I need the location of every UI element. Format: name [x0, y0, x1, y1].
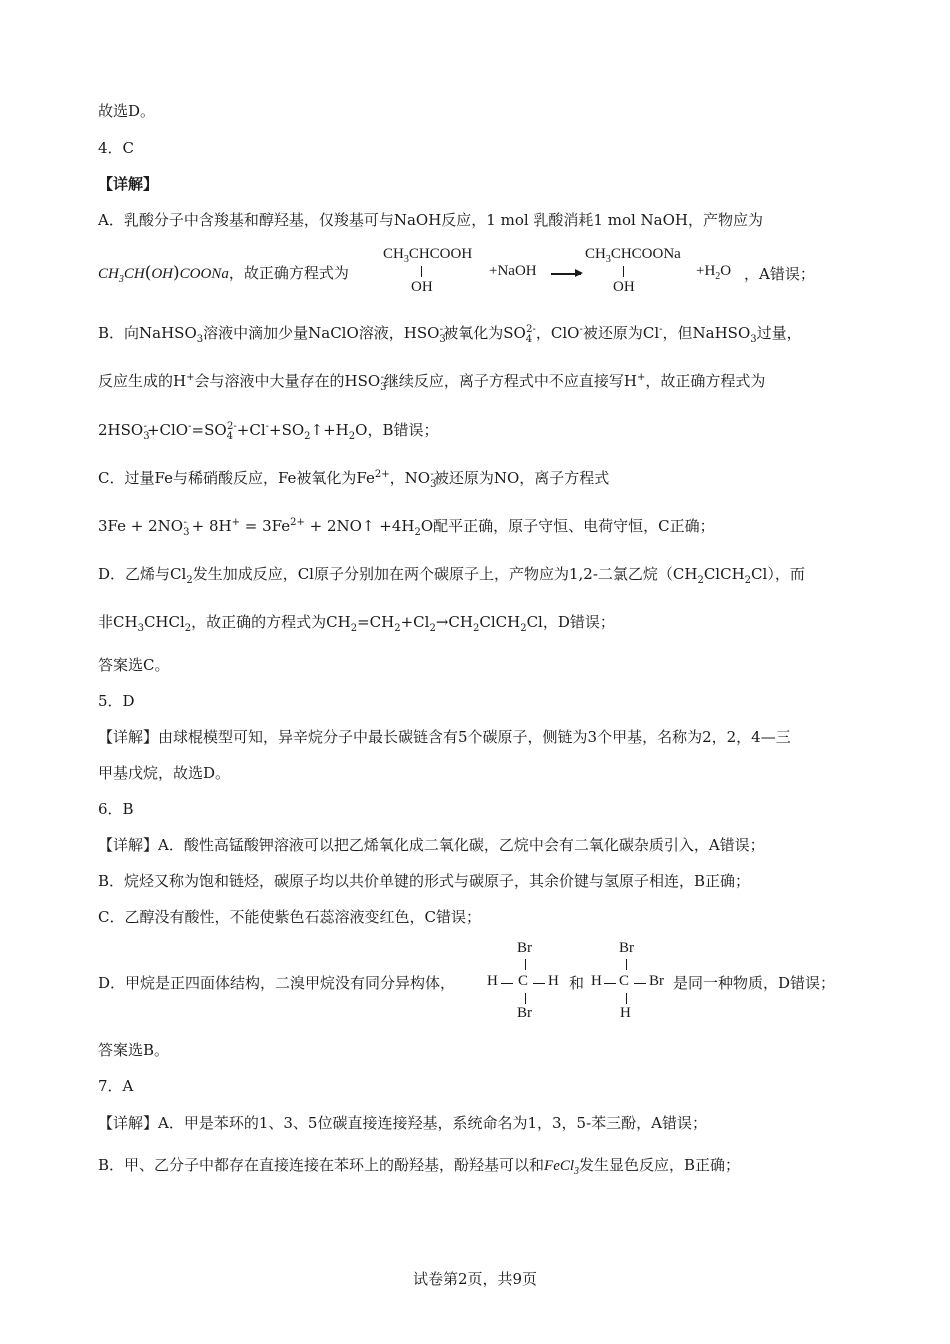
page-footer: 试卷第2页，共9页: [412, 1270, 538, 1288]
dibromomethane-structure-2: Br H C Br H: [591, 940, 664, 1021]
question-number: 7．A: [98, 1077, 134, 1095]
option-c-line1: C．过量Fe与稀硝酸反应，Fe被氧化为$Fe^{2+}$，$NO_3^-$被还原为NO，离子方程式: [98, 469, 610, 490]
q6-option-d: D．甲烷是正四面体结构，二溴甲烷没有同分异构体，: [98, 974, 456, 992]
detail-heading: 【详解】: [98, 175, 159, 193]
q5-detail-line1: 【详解】由球棍模型可知，异辛烷分子中最长碳链含有5个碳原子，侧链为3个甲基，名称为2，2，4—三: [98, 728, 791, 746]
lactic-acid-equation: $CH_3CHCOOH$ OH +NaOH $CH_3CHCOONa$ OH $+H_2O$ ，A错误；: [383, 246, 815, 295]
q6-option-c: C．乙醇没有酸性，不能使紫色石蕊溶液变红色，C错误；: [98, 908, 481, 926]
question-number: 6．B: [98, 800, 134, 818]
q6-option-a: 【详解】A．酸性高锰酸钾溶液可以把乙烯氧化成二氧化碳，乙烷中会有二氧化碳杂质引入，A错误；: [98, 836, 765, 854]
dibromomethane-structure-1: Br H C H Br: [487, 940, 559, 1021]
q6-option-d-suffix: 是同一种物质，D错误；: [673, 974, 836, 992]
question-number: 5．D: [98, 692, 135, 710]
and-text: 和: [569, 974, 585, 992]
q5-detail-line2: 甲基戊烷，故选D。: [98, 764, 231, 782]
answer-line: 答案选C。: [98, 656, 170, 674]
option-b-line2: 反应生成的H+会与溶液中大量存在的$HSO_3^-$继续反应，离子方程式中不应直接写H+，故正确方程式为: [98, 372, 766, 393]
option-d-line2: 非$CH_3CHCl_2$，故正确的方程式为$CH_2=CH_2+Cl_2\to CH_2ClCH_2Cl$，D错误；: [98, 613, 615, 634]
option-b-line1: B．向NaHSO$_3$溶液中滴加少量NaClO溶液，$HSO_3^-$被氧化为$SO_4^{2-}$，ClO-被还原为Cl-，但NaHSO$_3$过量，: [98, 324, 802, 345]
option-c-equation: $3Fe + 2NO_3^- + 8H^+ = 3Fe^{2+}$ + 2NO↑ $+4H_2O$配平正确，原子守恒、电荷守恒，C正确；: [98, 517, 715, 538]
question-number: 4．C: [98, 139, 135, 157]
option-a-text: A．乳酸分子中含羧基和醇羟基，仅羧基可与NaOH反应，1 mol 乳酸消耗1 mol NaOH，产物应为: [98, 211, 763, 229]
q7-option-b: B．甲、乙分子中都存在直接连接在苯环上的酚羟基，酚羟基可以和FeCl$_3$发生显色反应，B正确；: [98, 1156, 741, 1177]
q6-option-b: B．烷烃又称为饱和链烃，碳原子均以共价单键的形式与碳原子，其余价键与氢原子相连，B正确；: [98, 872, 751, 890]
option-d-line1: D．乙烯与$Cl_2$发生加成反应，Cl原子分别加在两个碳原子上，产物应为1,2-二氯乙烷$(CH_2ClCH_2Cl)$，而: [98, 565, 805, 586]
answer-line: 答案选B。: [98, 1041, 170, 1059]
text-line: 故选D。: [98, 102, 156, 120]
q7-option-a: 【详解】A．甲是苯环的1、3、5位碳直接连接羟基，系统命名为1，3，5-苯三酚，A错误；: [98, 1114, 707, 1132]
option-b-equation: $2HSO_3^-+ClO^-=SO_4^{2-}+Cl^-+SO_2↑+H_2O$，B错误；: [98, 421, 439, 442]
sodium-lactate-formula: $CH_3CH(OH)COONa$，故正确方程式为: [98, 263, 349, 285]
